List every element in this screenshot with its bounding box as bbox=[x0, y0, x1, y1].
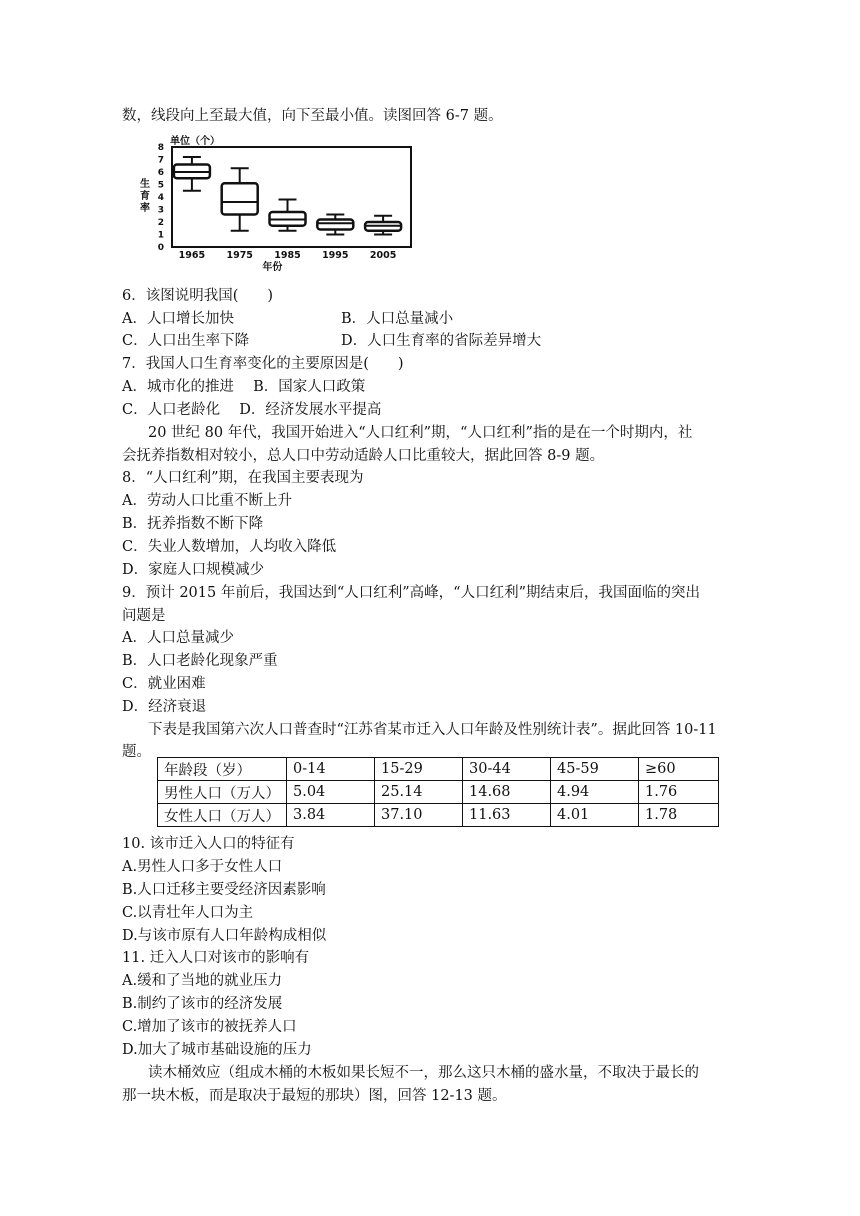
table-header-cell: 0-14 bbox=[287, 758, 375, 781]
y-axis-label-char: 育 bbox=[140, 191, 150, 202]
q10-stem: 10. 该市迁入人口的特征有 bbox=[122, 836, 295, 852]
y-tick-label: 8 bbox=[157, 143, 164, 153]
table-cell: 4.94 bbox=[551, 781, 639, 804]
q6-option-d: D．人口生育率的省际差异增大 bbox=[341, 333, 542, 349]
table-header-cell: ≥60 bbox=[639, 758, 719, 781]
table-cell: 11.63 bbox=[463, 804, 551, 827]
table-header-row bbox=[158, 758, 719, 781]
table-cell: 37.10 bbox=[375, 804, 463, 827]
q10-option-a: A.男性人口多于女性人口 bbox=[122, 859, 283, 875]
x-axis-label: 年份 bbox=[262, 262, 283, 273]
migration-stats-table bbox=[157, 757, 719, 827]
y-tick-label: 2 bbox=[157, 218, 164, 228]
passage-8-9-line2: 会抚养指数相对较小，总人口中劳动适龄人口比重较大，据此回答 8-9 题。 bbox=[122, 448, 605, 464]
table-cell: 5.04 bbox=[287, 781, 375, 804]
table-row-female bbox=[158, 804, 719, 827]
q11-option-d: D.加大了城市基础设施的压力 bbox=[122, 1042, 312, 1058]
x-tick-label: 1965 bbox=[178, 250, 206, 261]
q6-option-a: A．人口增长加快 bbox=[122, 311, 234, 327]
passage-10-11-line1: 下表是我国第六次人口普查时“江苏省某市迁入人口年龄及性别统计表”。据此回答 10-11 bbox=[148, 722, 717, 738]
q9-stem-line1: 9．预计 2015 年前后，我国达到“人口红利”高峰，“人口红利”期结束后，我国面临的突出 bbox=[122, 585, 700, 601]
q11-stem: 11. 迁入人口对该市的影响有 bbox=[122, 950, 310, 966]
x-tick-label: 1995 bbox=[322, 250, 349, 261]
table-header-cell: 30-44 bbox=[463, 758, 551, 781]
q7-stem: 7．我国人口生育率变化的主要原因是( ) bbox=[122, 356, 404, 372]
passage-8-9-line1: 20 世纪 80 年代，我国开始进入“人口红利”期，“人口红利”指的是在一个时期内，社 bbox=[148, 425, 693, 441]
passage-12-13-line1: 读木桶效应（组成木桶的木板如果长短不一，那么这只木桶的盛水量，不取决于最长的 bbox=[148, 1065, 699, 1081]
q7-options-ab: A．城市化的推进 B．国家人口政策 bbox=[122, 379, 366, 395]
y-tick-label: 6 bbox=[157, 168, 164, 178]
box bbox=[317, 220, 353, 230]
passage-12-13-line2: 那一块木板，而是取决于最短的那块）图，回答 12-13 题。 bbox=[122, 1088, 507, 1104]
y-tick-label: 0 bbox=[157, 243, 164, 253]
table-cell: 男性人口（万人） bbox=[158, 781, 287, 804]
x-tick-label: 1975 bbox=[226, 250, 253, 261]
y-axis-label-char: 生 bbox=[140, 179, 150, 190]
q11-option-a: A.缓和了当地的就业压力 bbox=[122, 973, 283, 989]
q8-option-c: C．失业人数增加，人均收入降低 bbox=[122, 539, 337, 555]
table-cell: 25.14 bbox=[375, 781, 463, 804]
q7-options-cd: C．人口老龄化 D．经济发展水平提高 bbox=[122, 402, 382, 418]
q9-option-c: C．就业困难 bbox=[122, 676, 206, 692]
x-tick-label: 1985 bbox=[274, 250, 301, 261]
q6-stem: 6．该图说明我国( ) bbox=[122, 288, 274, 304]
table-header-cell: 15-29 bbox=[375, 758, 463, 781]
q11-option-b: B.制约了该市的经济发展 bbox=[122, 996, 283, 1012]
table-header-cell: 45-59 bbox=[551, 758, 639, 781]
q9-stem-line2: 问题是 bbox=[122, 608, 166, 624]
fertility-box-chart bbox=[136, 135, 421, 275]
table-cell: 1.76 bbox=[639, 781, 719, 804]
q6-option-b: B．人口总量减小 bbox=[341, 311, 454, 327]
unit-label: 单位（个） bbox=[170, 136, 220, 147]
y-tick-label: 4 bbox=[157, 193, 164, 203]
q9-option-b: B．人口老龄化现象严重 bbox=[122, 653, 278, 669]
q8-option-b: B．抚养指数不断下降 bbox=[122, 516, 264, 532]
q6-option-c: C．人口出生率下降 bbox=[122, 333, 250, 349]
y-tick-label: 3 bbox=[157, 205, 164, 216]
table-cell: 14.68 bbox=[463, 781, 551, 804]
x-tick-label: 2005 bbox=[369, 250, 397, 261]
y-tick-label: 5 bbox=[157, 180, 164, 191]
q10-option-c: C.以青壮年人口为主 bbox=[122, 905, 254, 921]
q10-option-d: D.与该市原有人口年龄构成相似 bbox=[122, 928, 327, 944]
q9-option-a: A．人口总量减少 bbox=[122, 630, 234, 646]
table-header-cell: 年龄段（岁） bbox=[158, 758, 287, 781]
table-cell: 1.78 bbox=[639, 804, 719, 827]
intro-line: 数，线段向上至最大值，向下至最小值。读图回答 6-7 题。 bbox=[122, 108, 503, 124]
q8-stem: 8．“人口红利”期，在我国主要表现为 bbox=[122, 470, 364, 486]
q11-option-c: C.增加了该市的被抚养人口 bbox=[122, 1019, 297, 1035]
q8-option-a: A．劳动人口比重不断上升 bbox=[122, 493, 292, 509]
table-cell: 女性人口（万人） bbox=[158, 804, 287, 827]
passage-10-11-line2: 题。 bbox=[122, 744, 151, 760]
y-tick-label: 1 bbox=[157, 230, 164, 241]
q9-option-d: D．经济衰退 bbox=[122, 699, 207, 715]
q10-option-b: B.人口迁移主要受经济因素影响 bbox=[122, 882, 326, 898]
box bbox=[222, 183, 258, 214]
y-tick-label: 7 bbox=[157, 155, 164, 166]
table-row-male bbox=[158, 781, 719, 804]
table-cell: 3.84 bbox=[287, 804, 375, 827]
y-axis-label-char: 率 bbox=[140, 203, 150, 214]
table-cell: 4.01 bbox=[551, 804, 639, 827]
q8-option-d: D．家庭人口规模减少 bbox=[122, 562, 265, 578]
